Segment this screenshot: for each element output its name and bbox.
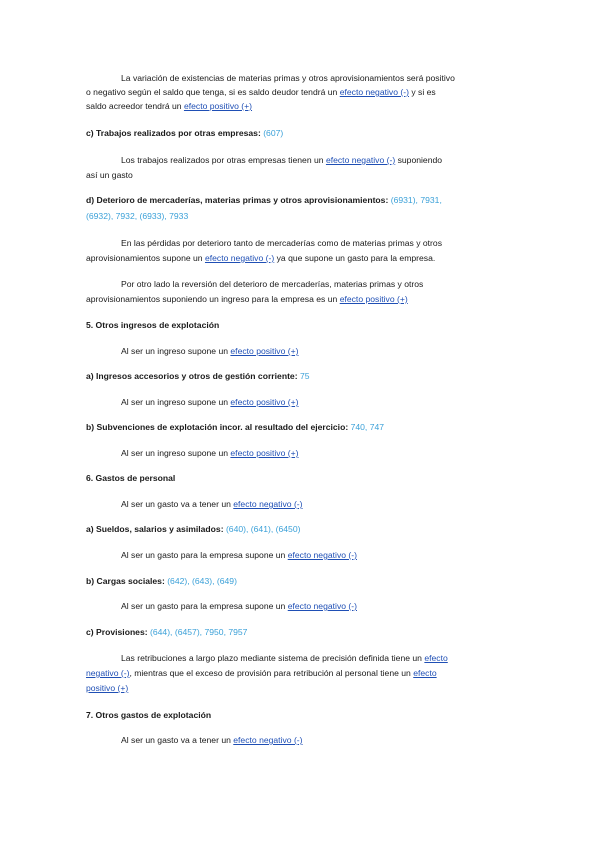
text: suponiendo — [395, 155, 443, 165]
section-heading — [86, 523, 526, 536]
heading-text: d) Deterioro de mercaderías, materias primas y otros aprovisionamientos: — [86, 195, 389, 205]
text: Los trabajos realizados por otras empresas tienen un — [121, 155, 326, 165]
effect-link[interactable]: efecto negativo (-) — [204, 253, 275, 263]
paragraph-line — [86, 667, 526, 680]
section-heading — [86, 626, 526, 639]
effect-link[interactable]: efecto negativo (-) — [233, 499, 303, 509]
effect-link[interactable]: efecto positivo (+) — [230, 346, 299, 356]
paragraph-line — [121, 345, 561, 358]
effect-link[interactable]: efecto positivo (+) — [230, 397, 299, 407]
text: y si es — [408, 87, 436, 97]
paragraph-line — [86, 100, 526, 113]
account-codes: (642), (643), (649) — [164, 576, 237, 586]
effect-link[interactable]: efecto — [413, 668, 437, 678]
heading-text: c) Trabajos realizados por otras empresas: — [86, 128, 261, 138]
text: La variación de existencias de materias primas y otros aprovisionamientos será positivo — [121, 73, 455, 83]
account-codes: (6931), 7931, — [388, 195, 442, 205]
section-heading — [86, 370, 526, 383]
paragraph-line — [86, 169, 526, 182]
heading-text: c) Provisiones: — [86, 627, 148, 637]
effect-link[interactable]: negativo (-) — [86, 668, 130, 678]
paragraph-line — [86, 682, 526, 695]
paragraph-line — [121, 72, 561, 85]
text: En las pérdidas por deterioro tanto de mercaderías como de materias primas y otros — [121, 238, 442, 248]
paragraph-line — [86, 252, 526, 265]
text: aprovisionamientos suponiendo un ingreso para la empresa es un — [86, 294, 340, 304]
paragraph-line — [121, 600, 561, 613]
effect-link[interactable]: efecto negativo (-) — [325, 155, 396, 165]
paragraph-line — [121, 447, 561, 460]
paragraph-line — [121, 154, 561, 167]
paragraph-line — [121, 278, 561, 291]
effect-link[interactable]: efecto negativo (-) — [287, 550, 357, 560]
account-codes: (644), (6457), 7950, 7957 — [147, 627, 248, 637]
effect-link[interactable]: efecto negativo (-) — [287, 601, 357, 611]
text: ya que supone un gasto para la empresa. — [274, 253, 436, 263]
account-codes: (640), (641), (6450) — [223, 524, 301, 534]
paragraph-line — [121, 734, 561, 747]
paragraph-line — [86, 293, 526, 306]
effect-link[interactable]: efecto positivo (+) — [339, 294, 408, 304]
text: así un gasto — [86, 170, 133, 180]
account-codes: (607) — [260, 128, 284, 138]
text: , mientras que el exceso de provisión para retribución al personal tiene un — [129, 668, 414, 678]
heading-text: 6. Gastos de personal — [86, 473, 176, 483]
text: Al ser un ingreso supone un — [121, 397, 231, 407]
effect-link[interactable]: efecto negativo (-) — [233, 735, 303, 745]
heading-text: 5. Otros ingresos de explotación — [86, 320, 220, 330]
paragraph-line — [121, 237, 561, 250]
effect-link[interactable]: efecto — [424, 653, 448, 663]
section-heading — [86, 575, 526, 588]
section-heading — [86, 421, 526, 434]
effect-link[interactable]: efecto positivo (+) — [183, 101, 253, 111]
effect-link[interactable]: efecto negativo (-) — [339, 87, 409, 97]
paragraph-line — [121, 498, 561, 511]
text: Al ser un ingreso supone un — [121, 346, 231, 356]
paragraph-line — [121, 396, 561, 409]
heading-text: a) Sueldos, salarios y asimilados: — [86, 524, 224, 534]
section-heading-cont — [86, 210, 526, 223]
heading-text: 7. Otros gastos de explotación — [86, 710, 212, 720]
account-codes: 740, 747 — [348, 422, 385, 432]
section-heading — [86, 319, 526, 332]
heading-text: b) Cargas sociales: — [86, 576, 165, 586]
section-heading — [86, 709, 526, 722]
text: saldo acreedor tendrá un — [86, 101, 184, 111]
heading-text: b) Subvenciones de explotación incor. al resultado del ejercicio: — [86, 422, 349, 432]
text: Al ser un gasto va a tener un — [121, 499, 234, 509]
section-heading — [86, 472, 526, 485]
account-codes: (6932), 7932, (6933), 7933 — [86, 211, 189, 221]
text: Las retribuciones a largo plazo mediante sistema de precisión definida tiene un — [121, 653, 425, 663]
text: Por otro lado la reversión del deterioro de mercaderías, materias primas y otros — [121, 279, 424, 289]
text: Al ser un gasto va a tener un — [121, 735, 234, 745]
text: Al ser un gasto para la empresa supone un — [121, 601, 288, 611]
text: o negativo según el saldo que tenga, si es saldo deudor tendrá un — [86, 87, 340, 97]
section-heading — [86, 194, 526, 207]
paragraph-line — [121, 652, 561, 665]
text: Al ser un ingreso supone un — [121, 448, 231, 458]
paragraph-line — [121, 549, 561, 562]
account-codes: 75 — [297, 371, 310, 381]
effect-link[interactable]: efecto positivo (+) — [230, 448, 299, 458]
section-heading — [86, 127, 526, 140]
paragraph-line — [86, 86, 526, 99]
text: Al ser un gasto para la empresa supone un — [121, 550, 288, 560]
heading-text: a) Ingresos accesorios y otros de gestión corriente: — [86, 371, 298, 381]
effect-link[interactable]: positivo (+) — [86, 683, 129, 693]
text: aprovisionamientos supone un — [86, 253, 205, 263]
